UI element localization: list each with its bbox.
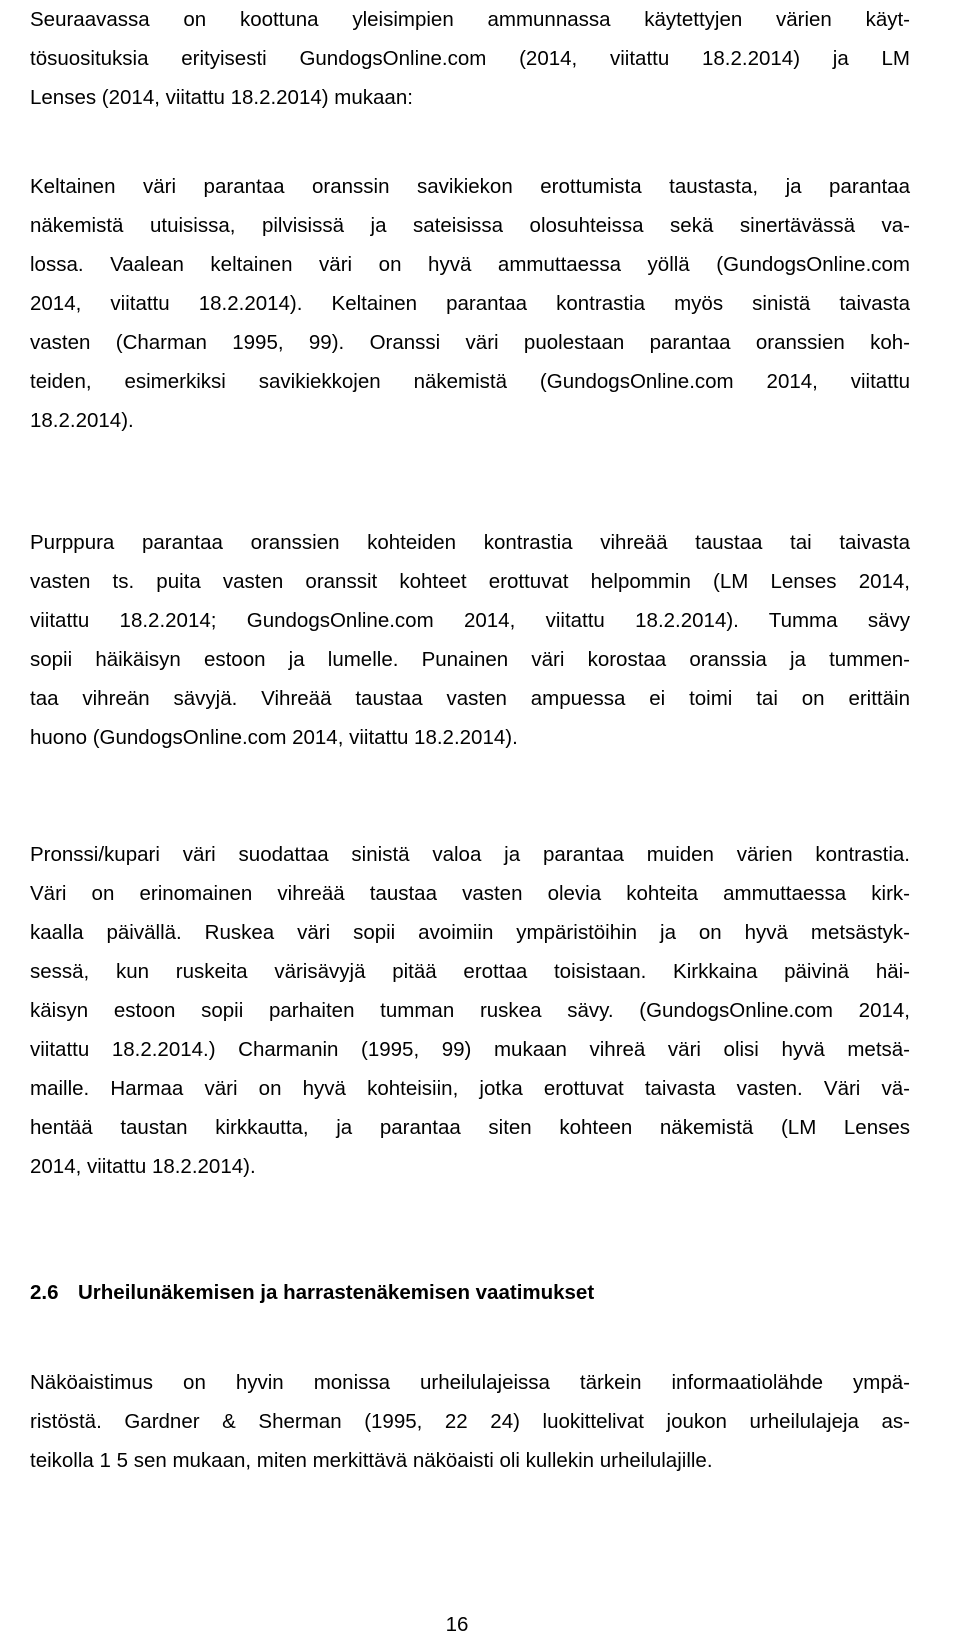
text-line: Keltainen väri parantaa oranssin savikiekon erottumista taustasta, ja parantaa bbox=[30, 175, 910, 198]
text-line: viitattu 18.2.2014; GundogsOnline.com 2014, viitattu 18.2.2014). Tumma sävy bbox=[30, 609, 910, 632]
section-heading bbox=[30, 1273, 594, 1312]
text-line: vasten (Charman 1995, 99). Oranssi väri puolestaan parantaa oranssien koh- bbox=[30, 331, 910, 354]
text-line: hentää taustan kirkkautta, ja parantaa siten kohteen näkemistä (LM Lenses bbox=[30, 1116, 910, 1139]
text-line: sopii häikäisyn estoon ja lumelle. Punainen väri korostaa oranssia ja tummen- bbox=[30, 648, 910, 671]
text-line: teikolla 1 5 sen mukaan, miten merkittävä näköaisti oli kullekin urheilulajille. bbox=[30, 1449, 713, 1472]
section-number: 2.6 bbox=[30, 1281, 59, 1304]
text-line: Näköaistimus on hyvin monissa urheilulajeissa tärkein informaatiolähde ympä- bbox=[30, 1371, 910, 1394]
text-line: tösuosituksia erityisesti GundogsOnline.com (2014, viitattu 18.2.2014) ja LM bbox=[30, 47, 910, 70]
text-line: ristöstä. Gardner & Sherman (1995, 22 24) luokittelivat joukon urheilulajeja as- bbox=[30, 1410, 910, 1433]
text-line: käisyn estoon sopii parhaiten tumman ruskea sävy. (GundogsOnline.com 2014, bbox=[30, 999, 910, 1022]
text-line: kaalla päivällä. Ruskea väri sopii avoimiin ympäristöihin ja on hyvä metsästyk- bbox=[30, 921, 910, 944]
paragraph-intro bbox=[30, 0, 910, 117]
text-line: Purppura parantaa oranssien kohteiden kontrastia vihreää taustaa tai taivasta bbox=[30, 531, 910, 554]
page-number: 16 bbox=[445, 1613, 469, 1636]
text-line: 18.2.2014). bbox=[30, 409, 134, 432]
paragraph-bronze-brown bbox=[30, 835, 910, 1186]
text-line: huono (GundogsOnline.com 2014, viitattu 18.2.2014). bbox=[30, 726, 518, 749]
text-line: näkemistä utuisissa, pilvisissä ja sateisissa olosuhteissa sekä sinertävässä va- bbox=[30, 214, 910, 237]
text-line: Pronssi/kupari väri suodattaa sinistä valoa ja parantaa muiden värien kontrastia. bbox=[30, 843, 910, 866]
text-line: taa vihreän sävyjä. Vihreää taustaa vasten ampuessa ei toimi tai on erittäin bbox=[30, 687, 910, 710]
text-line: sessä, kun ruskeita värisävyjä pitää erottaa toisistaan. Kirkkaina päivinä häi- bbox=[30, 960, 910, 983]
text-line: 2014, viitattu 18.2.2014). Keltainen parantaa kontrastia myös sinistä taivasta bbox=[30, 292, 910, 315]
text-line: vasten ts. puita vasten oranssit kohteet erottuvat helpommin (LM Lenses 2014, bbox=[30, 570, 910, 593]
text-line: maille. Harmaa väri on hyvä kohteisiin, jotka erottuvat taivasta vasten. Väri vä- bbox=[30, 1077, 910, 1100]
text-line: Väri on erinomainen vihreää taustaa vasten olevia kohteita ammuttaessa kirk- bbox=[30, 882, 910, 905]
text-line: Seuraavassa on koottuna yleisimpien ammunnassa käytettyjen värien käyt- bbox=[30, 8, 910, 31]
paragraph-purple-red bbox=[30, 523, 910, 757]
text-line: Lenses (2014, viitattu 18.2.2014) mukaan: bbox=[30, 86, 413, 109]
text-line: lossa. Vaalean keltainen väri on hyvä ammuttaessa yöllä (GundogsOnline.com bbox=[30, 253, 910, 276]
paragraph-vision-sports bbox=[30, 1363, 910, 1480]
text-line: teiden, esimerkiksi savikiekkojen näkemistä (GundogsOnline.com 2014, viitattu bbox=[30, 370, 910, 393]
section-title: Urheilunäkemisen ja harrastenäkemisen vaatimukset bbox=[78, 1281, 595, 1304]
text-line: viitattu 18.2.2014.) Charmanin (1995, 99) mukaan vihreä väri olisi hyvä metsä- bbox=[30, 1038, 910, 1061]
text-line: 2014, viitattu 18.2.2014). bbox=[30, 1155, 256, 1178]
paragraph-yellow-orange bbox=[30, 167, 910, 440]
